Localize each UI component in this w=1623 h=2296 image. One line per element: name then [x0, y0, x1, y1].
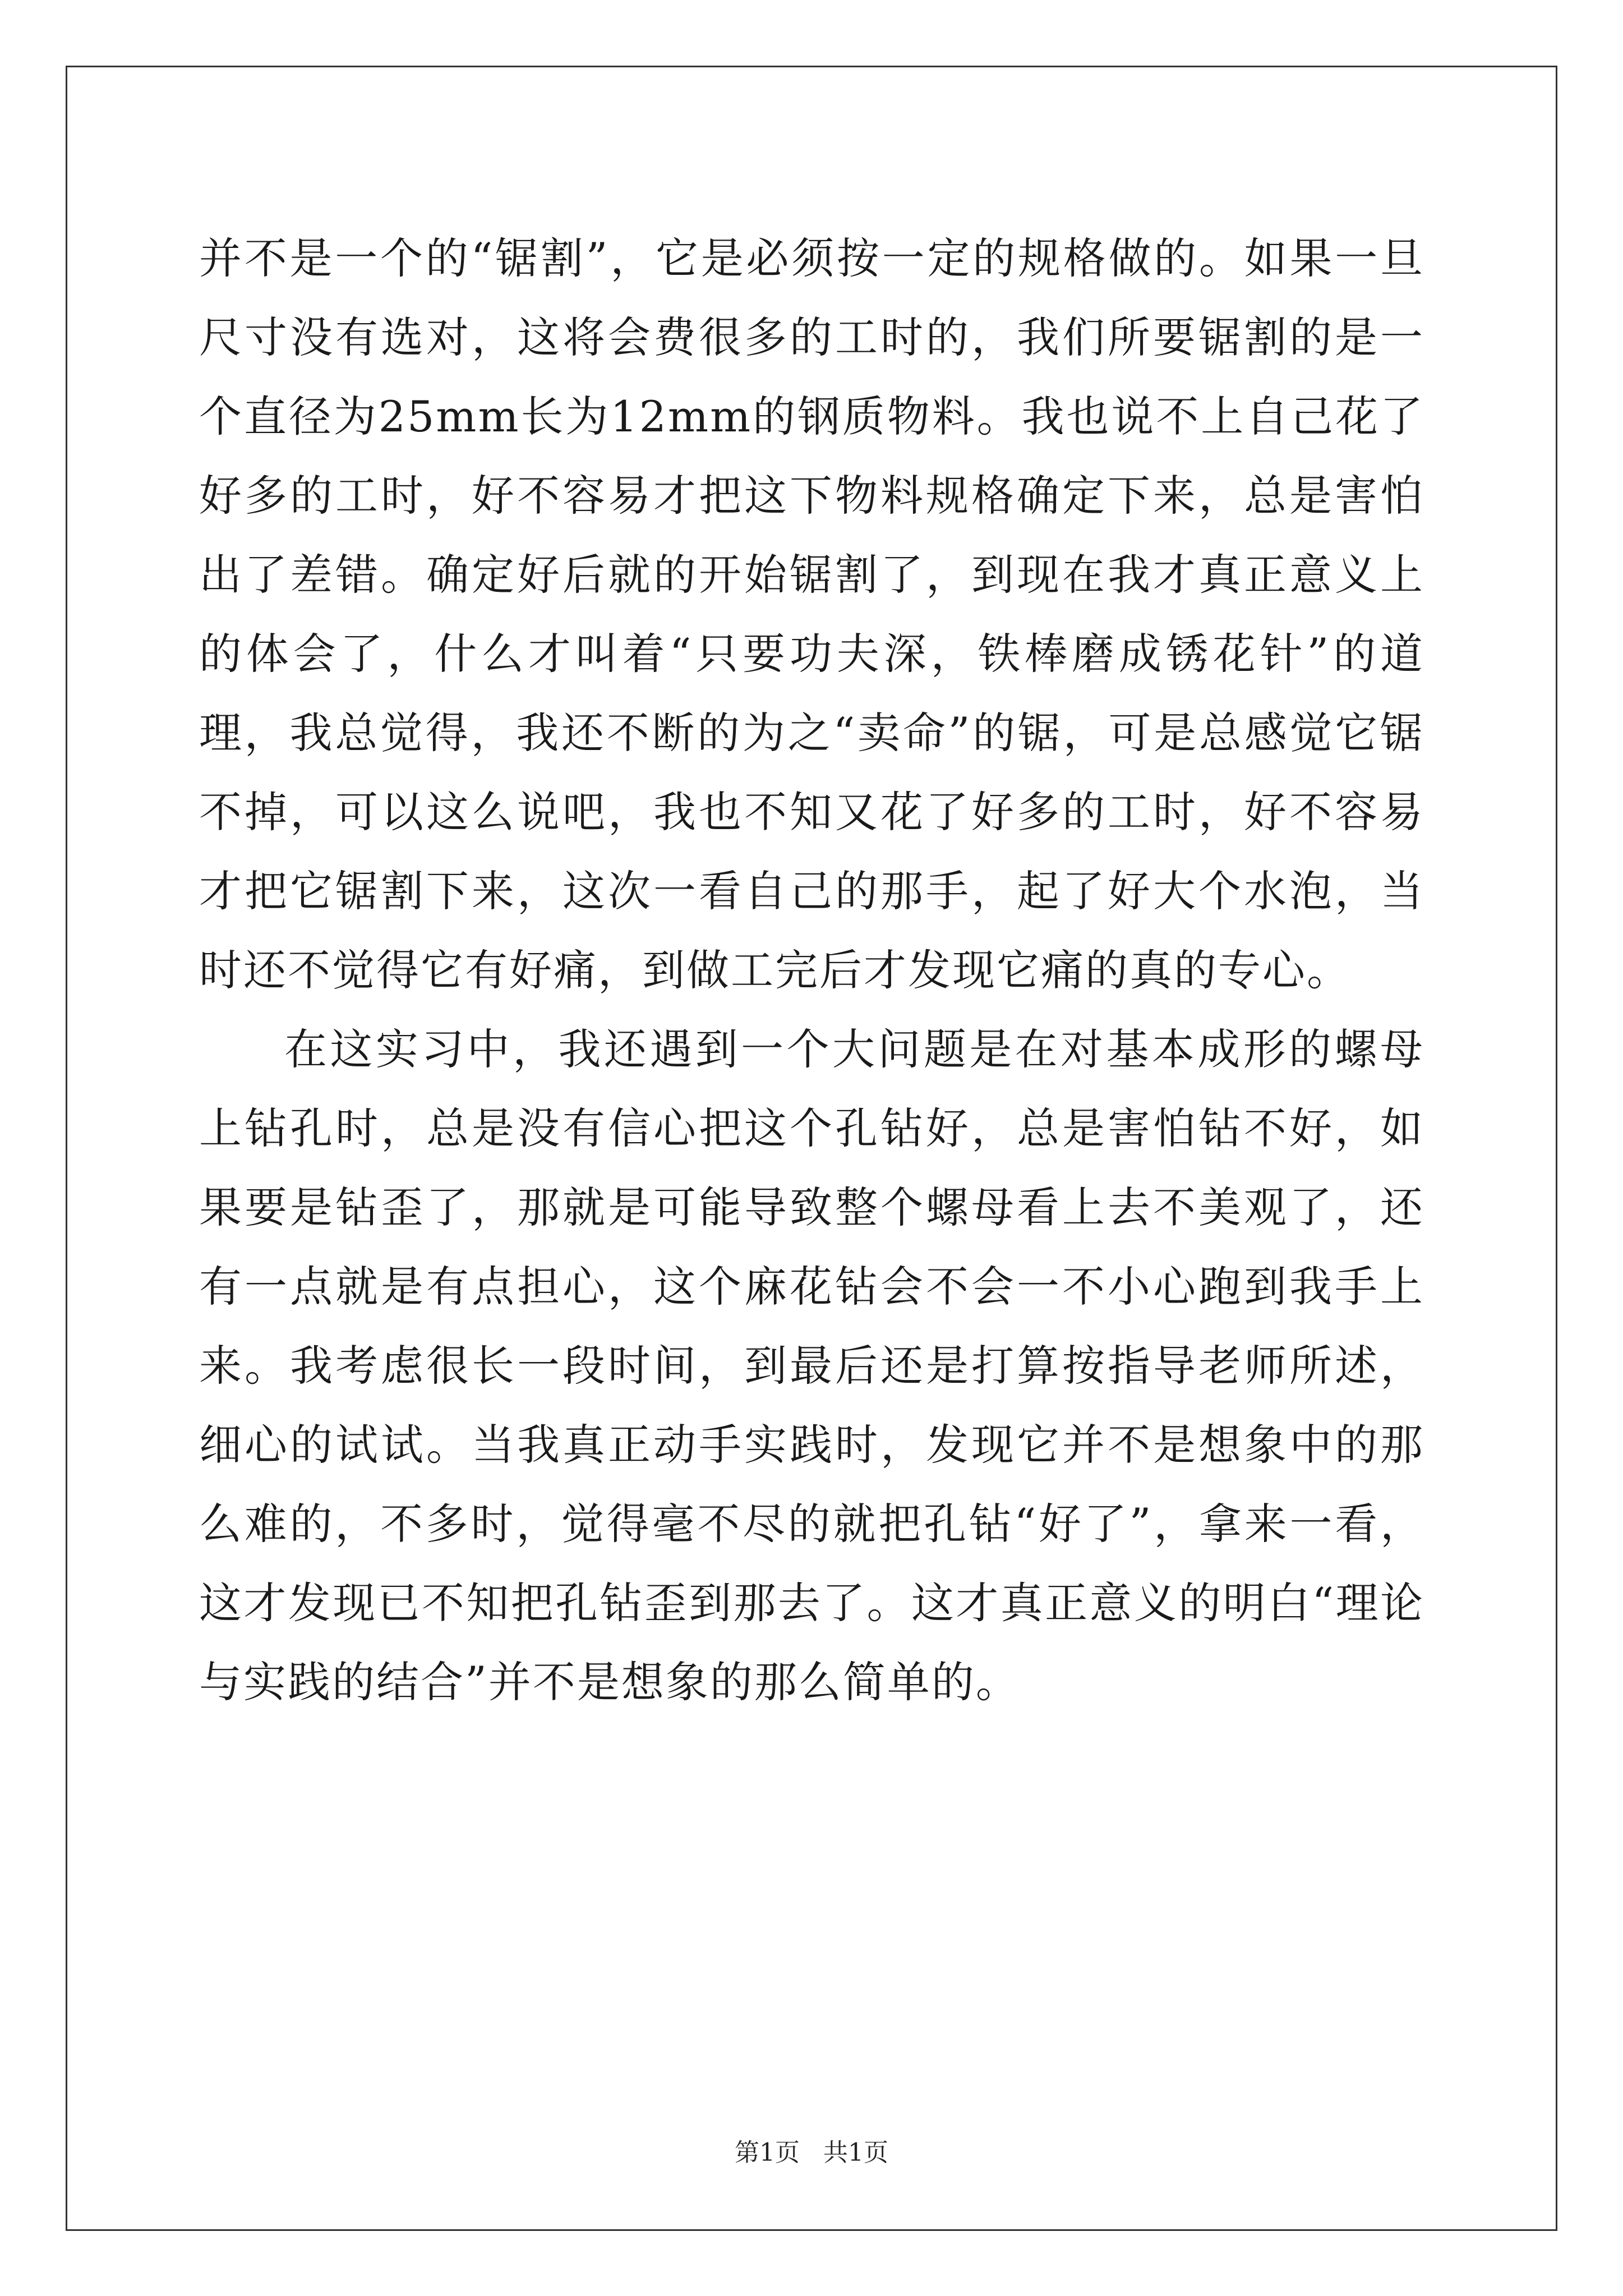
paragraph-1: 并不是一个的“锯割”，它是必须按一定的规格做的。如果一旦尺寸没有选对，这将会费很多的工时的，我们所要锯割的是一个直径为25mm长为12mm的钢质物料。我也说不上自己花了好多的工时，好不容易才把这下物料规格确定下来，总是害怕出了差错。确定好后就的开始锯割了，到现在我才真正意义上的体会了，什么才叫着“只要功夫深，铁棒磨成锈花针”的道理，我总觉得，我还不断的为之“卖命”的锯，可是总感觉它锯不掉，可以这么说吧，我也不知又花了好多的工时，好不容易才把它锯割下来，这次一看自己的那手，起了好大个水泡，当时还不觉得它有好痛，到做工完后才发现它痛的真的专心。: [199, 233, 1424, 995]
document-body: [199, 219, 1424, 1722]
paragraph-2: 在这实习中，我还遇到一个大问题是在对基本成形的螺母上钻孔时，总是没有信心把这个孔钻好，总是害怕钻不好，如果要是钻歪了，那就是可能导致整个螺母看上去不美观了，还有一点就是有点担心，这个麻花钻会不会一不小心跑到我手上来。我考虑很长一段时间，到最后还是打算按指导老师所述，细心的试试。当我真正动手实践时，发现它并不是想象中的那么难的，不多时，觉得毫不尽的就把孔钻“好了”，拿来一看，这才发现已不知把孔钻歪到那去了。这才真正意义的明白“理论与实践的结合”并不是想象的那么简单的。: [199, 1024, 1424, 1707]
page-number: 第1页: [735, 2138, 800, 2167]
page-footer: [0, 2136, 1623, 2170]
page-total: 共1页: [823, 2138, 888, 2167]
